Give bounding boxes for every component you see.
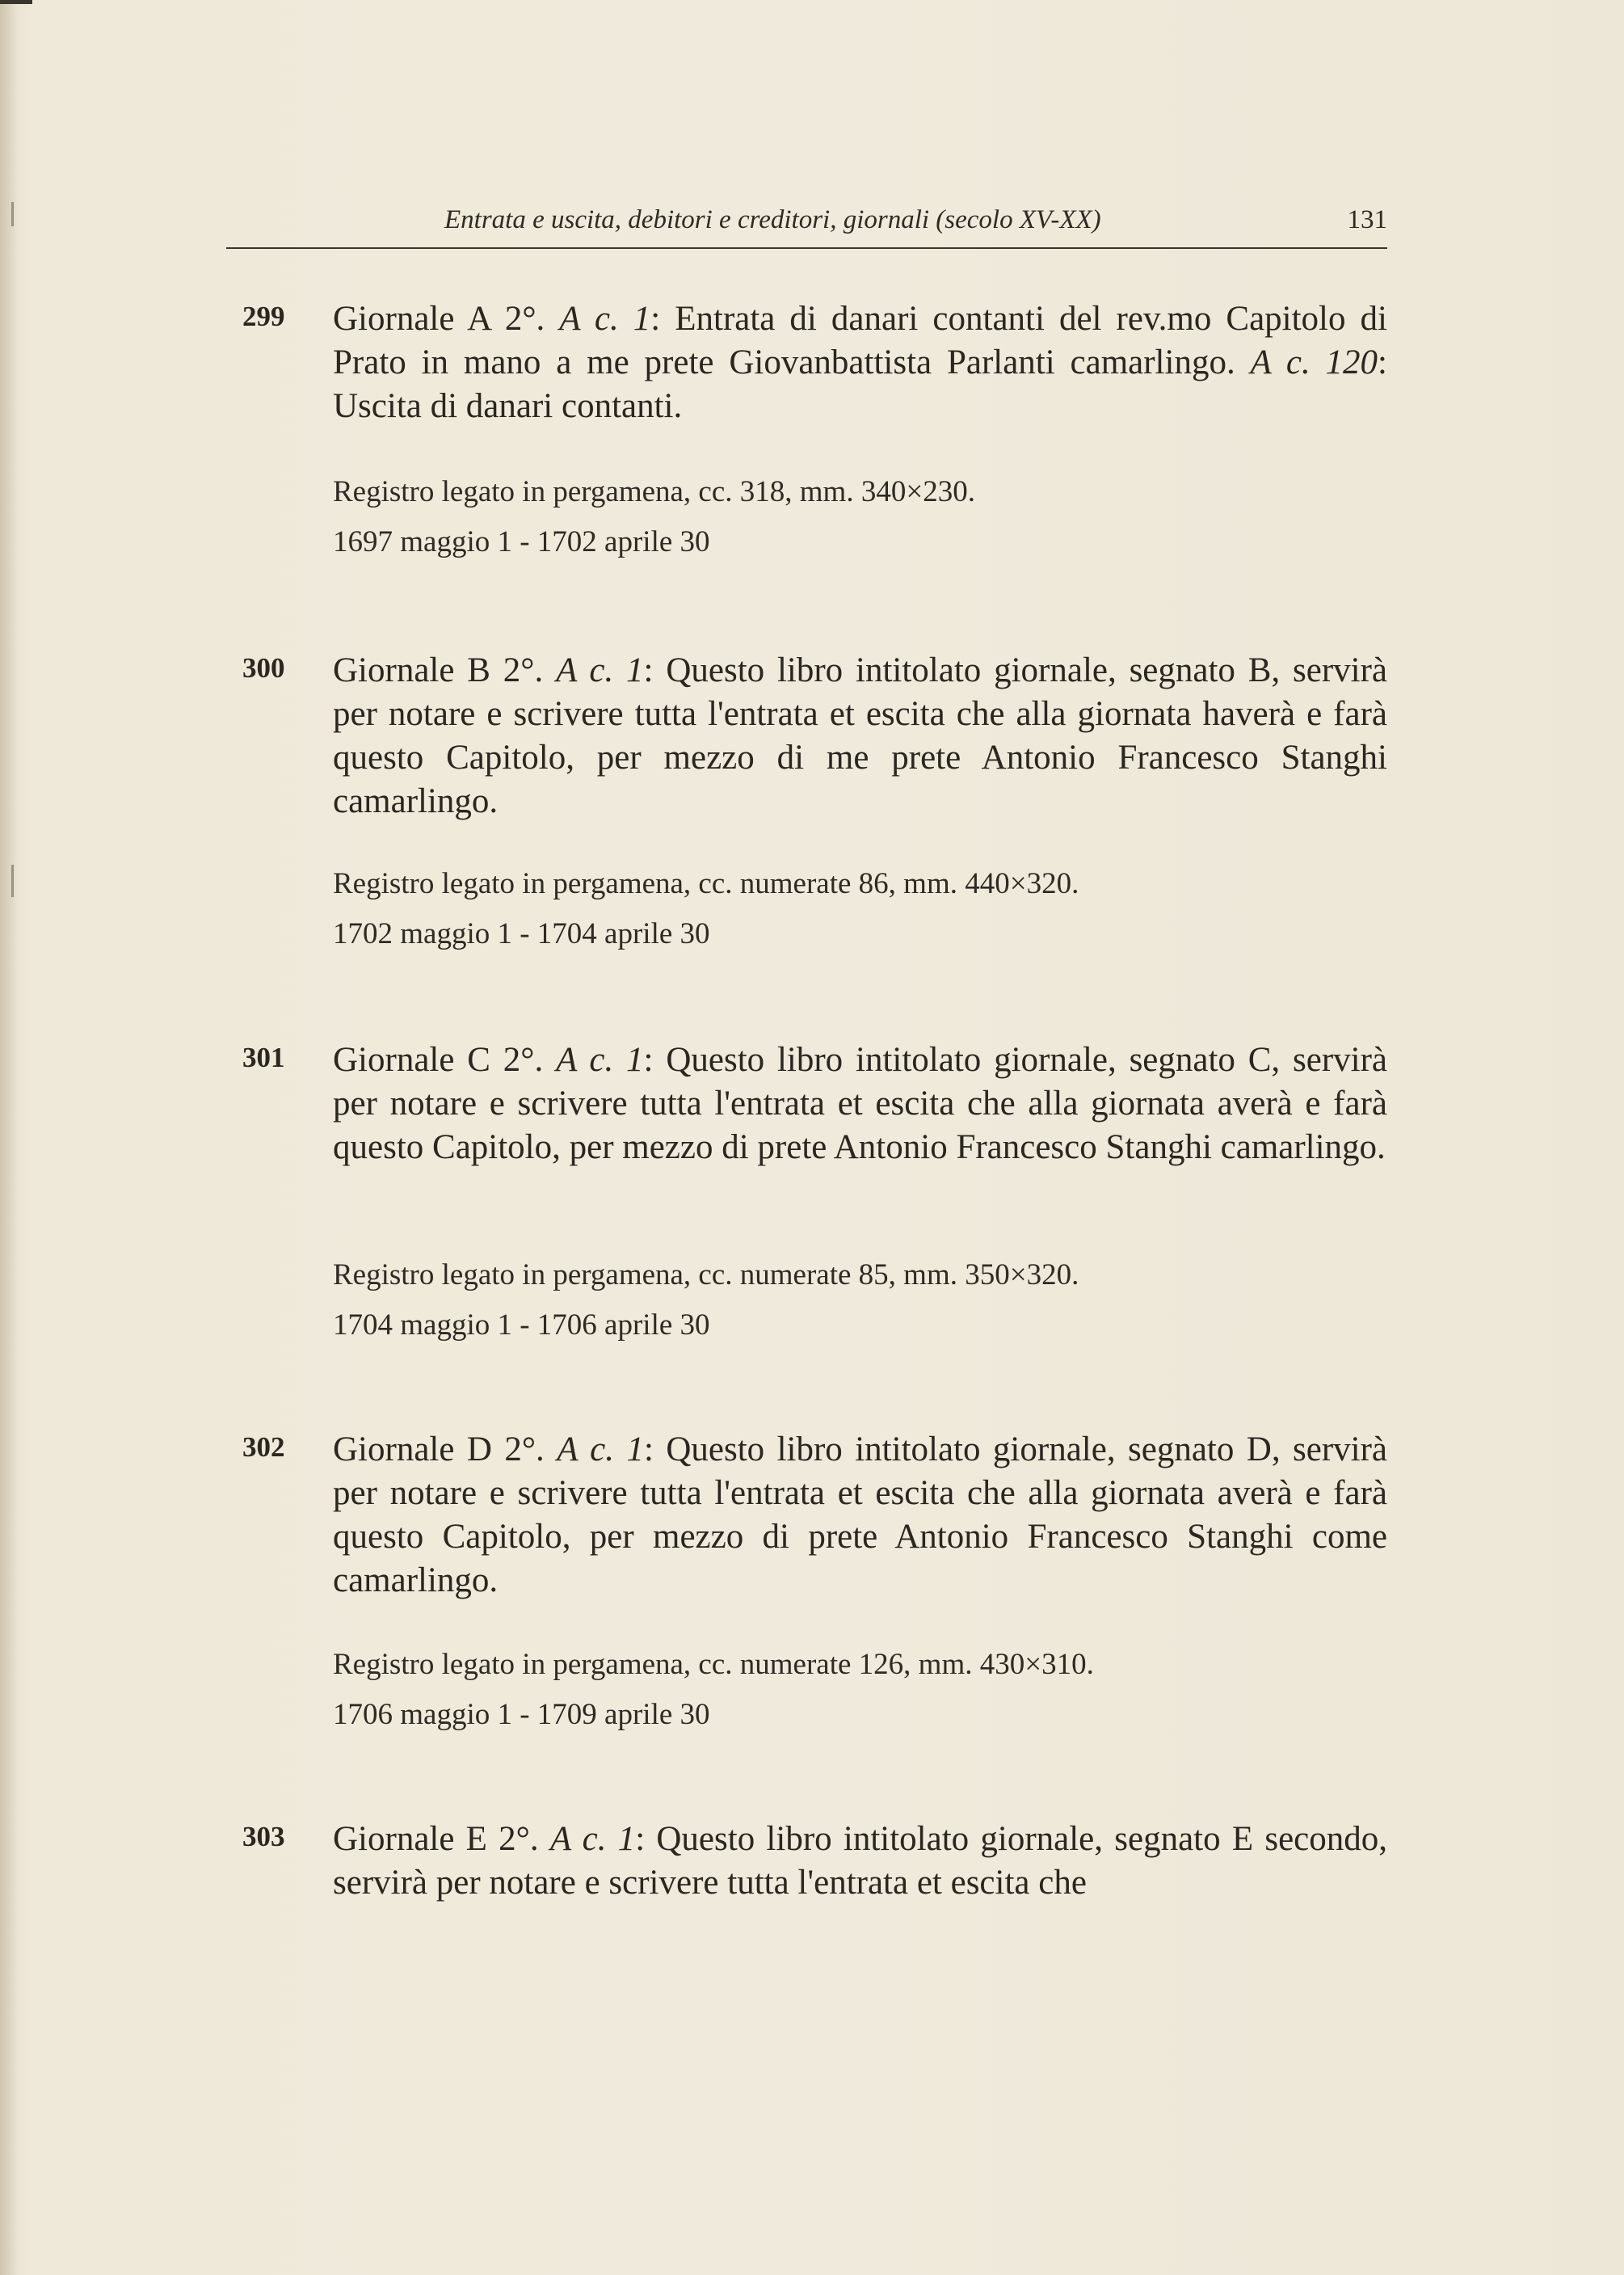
entry-dates: 1704 maggio 1 - 1706 aprile 30 bbox=[333, 1308, 710, 1342]
entry-dates: 1697 maggio 1 - 1702 aprile 30 bbox=[333, 525, 710, 558]
page-header bbox=[226, 200, 1387, 249]
folio-reference: A c. 1 bbox=[556, 1041, 644, 1079]
entry-number: 302 bbox=[242, 1431, 285, 1463]
entry-text bbox=[333, 297, 1387, 428]
entry-text bbox=[333, 1818, 1387, 1905]
entry-text-run: Giornale D 2°. bbox=[333, 1430, 557, 1468]
entry-number: 301 bbox=[242, 1042, 285, 1073]
entry-text-run: : Questo libro intitolato giornale, segnato E secondo, servirà per notare e scrivere tutta l'entrata et escita che bbox=[333, 1820, 1388, 1902]
folio-reference: A c. 120 bbox=[1250, 343, 1378, 381]
entry-description: Registro legato in pergamena, cc. numerate 86, mm. 440×320. bbox=[333, 867, 1079, 900]
entry-text-run: : Entrata di danari contanti del rev.mo Capitolo di Prato in mano a me prete Giovanbattista Parlanti camarlingo. bbox=[333, 300, 1387, 381]
running-title: Entrata e uscita, debitori e creditori, giornali (secolo XV-XX) bbox=[444, 205, 1101, 234]
entry-text bbox=[333, 649, 1387, 824]
entry-number: 303 bbox=[242, 1821, 285, 1852]
entry-description: Registro legato in pergamena, cc. numerate 126, mm. 430×310. bbox=[333, 1648, 1094, 1681]
page-number: 131 bbox=[1347, 205, 1387, 234]
entry-dates: 1706 maggio 1 - 1709 aprile 30 bbox=[333, 1698, 710, 1731]
folio-reference: A c. 1 bbox=[559, 300, 651, 338]
gutter-mark bbox=[11, 202, 14, 226]
entry-text-run: : Questo libro intitolato giornale, segnato D, servirà per notare e scrivere tutta l'entrata et escita che alla giornata averà e farà questo Capitolo, per mezzo di prete Antonio Francesco Stanghi come camarlingo. bbox=[333, 1430, 1388, 1599]
entry-text-run: : Uscita di danari contanti. bbox=[333, 343, 1387, 425]
spine-shadow bbox=[0, 0, 18, 2275]
entry-text-run: : Questo libro intitolato giornale, segnato C, servirà per notare e scrivere tutta l'entrata et escita che alla giornata averà e farà questo Capitolo, per mezzo di prete Antonio Francesco Stanghi camarlingo. bbox=[333, 1041, 1387, 1166]
folio-reference: A c. 1 bbox=[557, 1430, 644, 1468]
header-rule bbox=[226, 247, 1387, 249]
entry-text-run: Giornale A 2°. bbox=[333, 300, 560, 338]
folio-reference: A c. 1 bbox=[556, 651, 644, 689]
entry-number: 300 bbox=[242, 652, 285, 684]
page-corner-mark bbox=[0, 0, 32, 4]
entry-number: 299 bbox=[242, 301, 285, 332]
folio-reference: A c. 1 bbox=[549, 1820, 636, 1858]
entry-text-run: : Questo libro intitolato giornale, segnato B, servirà per notare e scrivere tutta l'entrata et escita che alla giornata haverà e farà questo Capitolo, per mezzo di me prete Antonio Francesco Stanghi camarlingo. bbox=[333, 651, 1387, 820]
entry-text-run: Giornale E 2°. bbox=[333, 1820, 550, 1858]
entry-text bbox=[333, 1428, 1387, 1603]
entry-text-run: Giornale B 2°. bbox=[333, 651, 557, 689]
entry-description: Registro legato in pergamena, cc. 318, mm. 340×230. bbox=[333, 475, 975, 508]
entry-text bbox=[333, 1038, 1387, 1169]
entry-text-run: Giornale C 2°. bbox=[333, 1041, 557, 1079]
entry-dates: 1702 maggio 1 - 1704 aprile 30 bbox=[333, 917, 710, 950]
entry-description: Registro legato in pergamena, cc. numerate 85, mm. 350×320. bbox=[333, 1258, 1079, 1291]
gutter-mark bbox=[11, 865, 14, 897]
